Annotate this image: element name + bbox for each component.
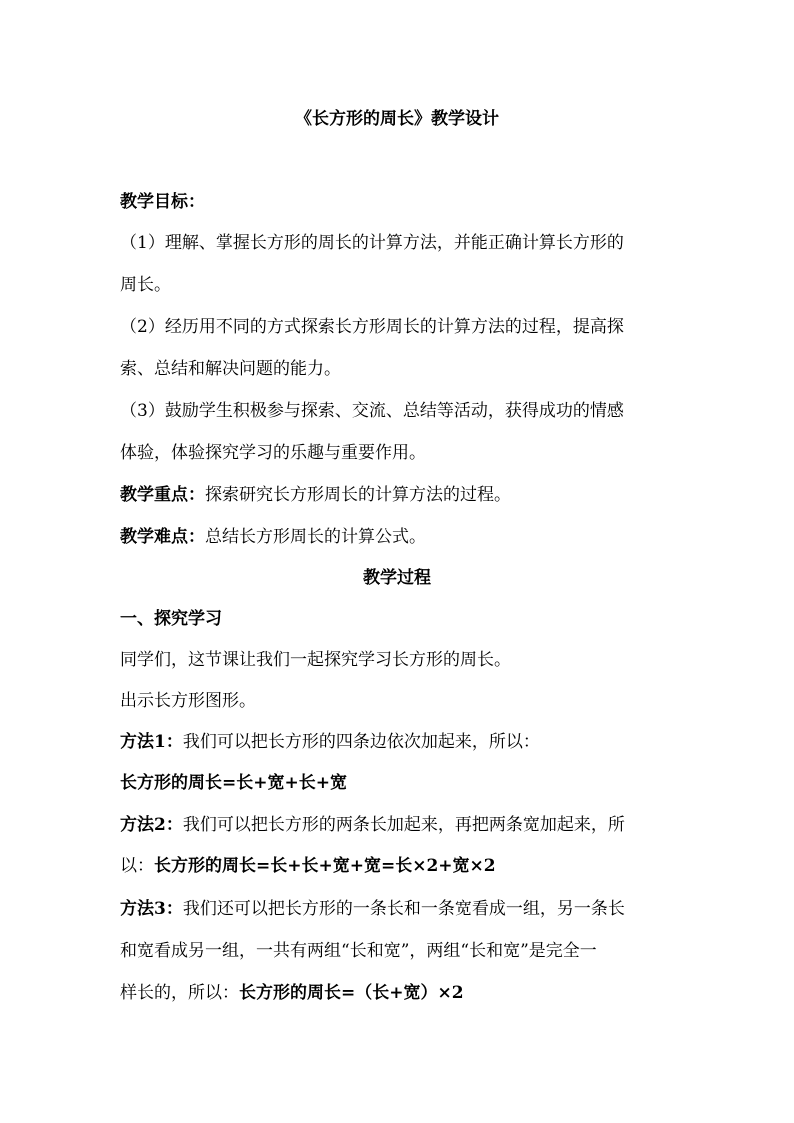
method-2-formula: 长方形的周长=长+长+宽+宽=长×2+宽×2 bbox=[154, 856, 496, 876]
objective-1-line-1: （1）理解、掌握长方形的周长的计算方法，并能正确计算长方形的 bbox=[120, 233, 624, 253]
method-3-line-3 bbox=[120, 978, 678, 1008]
difficulty-paragraph bbox=[120, 522, 678, 552]
key-point-paragraph bbox=[120, 480, 678, 510]
objective-2-line-1: （2）经历用不同的方式探索长方形周长的计算方法的过程，提高探 bbox=[120, 317, 624, 337]
method-3-text-line-1: 我们还可以把长方形的一条长和一条宽看成一组，另一条长 bbox=[182, 899, 625, 919]
method-2-label: 方法2： bbox=[120, 815, 183, 835]
method-1-label: 方法1： bbox=[120, 732, 183, 752]
objective-1-line-2: 周长。 bbox=[120, 275, 171, 295]
difficulty-label: 教学难点： bbox=[120, 527, 205, 547]
method-3-text-line-3: 样长的，所以： bbox=[120, 983, 239, 1003]
method-3-line-2: 和宽看成另一组，一共有两组“长和宽”，两组“长和宽”是完全一 bbox=[120, 941, 597, 961]
document-title: 《长方形的周长》教学设计 bbox=[295, 109, 499, 129]
key-point-label: 教学重点： bbox=[120, 485, 205, 505]
section-1-heading: 一、探究学习 bbox=[120, 609, 222, 629]
method-1-formula: 长方形的周长=长+宽+长+宽 bbox=[120, 773, 347, 793]
method-3-line-1 bbox=[120, 894, 678, 924]
method-1-text: 我们可以把长方形的四条边依次加起来，所以： bbox=[182, 732, 540, 752]
intro-line: 同学们，这节课让我们一起探究学习长方形的周长。 bbox=[120, 650, 511, 670]
objective-3-line-1: （3）鼓励学生积极参与探索、交流、总结等活动，获得成功的情感 bbox=[120, 401, 624, 421]
objective-3-line-2: 体验，体验探究学习的乐趣与重要作用。 bbox=[120, 443, 426, 463]
key-point-text: 探索研究长方形周长的计算方法的过程。 bbox=[205, 485, 511, 505]
objectives-heading: 教学目标： bbox=[120, 192, 205, 212]
method-2-line-1 bbox=[120, 810, 678, 840]
method-2-text-line-1: 我们可以把长方形的两条长加起来，再把两条宽加起来，所 bbox=[182, 815, 625, 835]
method-1-paragraph bbox=[120, 727, 678, 757]
method-2-text-line-2: 以： bbox=[120, 856, 154, 876]
show-figure-line: 出示长方形图形。 bbox=[120, 691, 256, 711]
difficulty-text: 总结长方形周长的计算公式。 bbox=[205, 527, 426, 547]
method-3-label: 方法3： bbox=[120, 899, 183, 919]
process-heading: 教学过程 bbox=[363, 568, 431, 588]
method-2-line-2 bbox=[120, 851, 678, 881]
method-3-formula: 长方形的周长=（长+宽）×2 bbox=[239, 983, 464, 1003]
objective-2-line-2: 索、总结和解决问题的能力。 bbox=[120, 359, 341, 379]
